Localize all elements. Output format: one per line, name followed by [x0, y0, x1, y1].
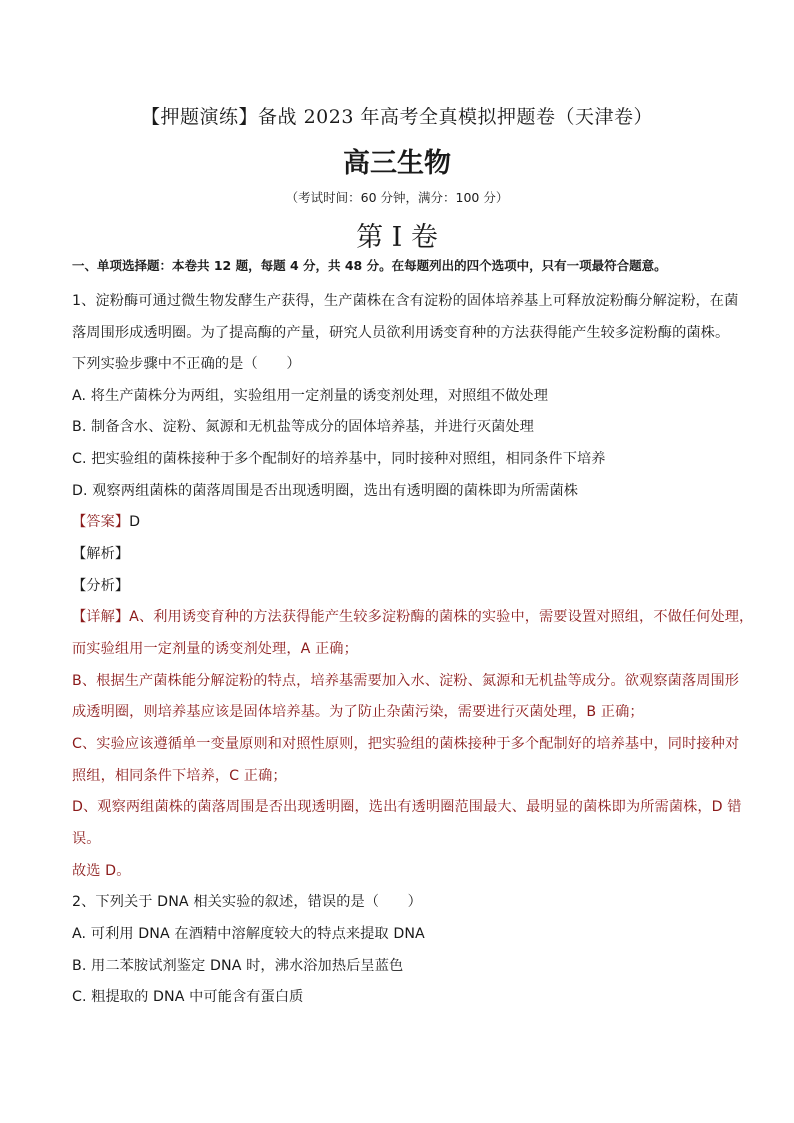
q1-stem-line-1: 1、淀粉酶可通过微生物发酵生产获得，生产菌株在含有淀粉的固体培养基上可释放淀粉酶分解淀粉，在菌: [72, 293, 739, 309]
q1-detail-line-4: 成透明圈，则培养基应该是固体培养基。为了防止杂菌污染，需要进行灭菌处理，B 正确；: [72, 704, 644, 720]
q1-stem-line-3: 下列实验步骤中不正确的是（ ）: [72, 356, 301, 372]
q1-stem-line-2: 落周围形成透明圈。为了提高酶的产量，研究人员欲利用诱变育种的方法获得能产生较多淀粉酶的菌株。: [72, 325, 730, 341]
q1-option-a: A. 将生产菌株分为两组，实验组用一定剂量的诱变剂处理，对照组不做处理: [72, 388, 548, 404]
detail-text-1: A、利用诱变育种的方法获得能产生较多淀粉酶的菌株的实验中，需要设置对照组，不做任何处理，: [129, 609, 754, 625]
q1-option-d: D. 观察两组菌株的菌落周围是否出现透明圈，选出有透明圈的菌株即为所需菌株: [72, 483, 579, 499]
q1-detail-line-2: 而实验组用一定剂量的诱变剂处理，A 正确；: [72, 641, 358, 657]
q1-option-b: B. 制备含水、淀粉、氮源和无机盐等成分的固体培养基，并进行灭菌处理: [72, 419, 534, 435]
detail-label: 【详解】: [72, 609, 130, 625]
q1-detail-line-3: B、根据生产菌株能分解淀粉的特点，培养基需要加入水、淀粉、氮源和无机盐等成分。欲观察菌落周围形: [72, 673, 740, 689]
q1-jiexi-label: 【解析】: [72, 546, 130, 562]
answer-value: D: [129, 514, 141, 530]
q2-option-a: A. 可利用 DNA 在酒精中溶解度较大的特点来提取 DNA: [72, 926, 425, 942]
subject-title: 高三生物: [343, 148, 451, 179]
q1-detail-line-5: C、实验应该遵循单一变量原则和对照性原则，把实验组的菌株接种于多个配制好的培养基中，同时接种对: [72, 736, 740, 752]
q1-detail-line-1: [72, 606, 753, 626]
q1-conclusion: 故选 D。: [72, 863, 131, 879]
answer-label: 【答案】: [72, 514, 130, 530]
exam-header-title: 【押题演练】备战 2023 年高考全真模拟押题卷（天津卷）: [141, 106, 653, 128]
q1-detail-line-7: D、观察两组菌株的菌落周围是否出现透明圈，选出有透明圈范围最大、最明显的菌株即为所需菌株，D 错: [72, 799, 742, 815]
q1-fenxi-label: 【分析】: [72, 578, 130, 594]
volume-title: 第 I 卷: [356, 222, 438, 253]
q1-detail-line-6: 照组，相同条件下培养，C 正确；: [72, 768, 287, 784]
q1-answer: [72, 511, 140, 531]
q2-option-c: C. 粗提取的 DNA 中可能含有蛋白质: [72, 989, 304, 1005]
q2-option-b: B. 用二苯胺试剂鉴定 DNA 时，沸水浴加热后呈蓝色: [72, 958, 404, 974]
section-heading: 一、单项选择题：本卷共 12 题，每题 4 分，共 48 分。在每题列出的四个选项中，只有一项最符合题意。: [72, 258, 667, 273]
q2-stem: 2、下列关于 DNA 相关实验的叙述，错误的是（ ）: [72, 894, 422, 910]
q1-option-c: C. 把实验组的菌株接种于多个配制好的培养基中，同时接种对照组，相同条件下培养: [72, 451, 606, 467]
q1-detail-line-8: 误。: [72, 831, 101, 847]
exam-info: （考试时间：60 分钟，满分：100 分）: [285, 190, 509, 205]
